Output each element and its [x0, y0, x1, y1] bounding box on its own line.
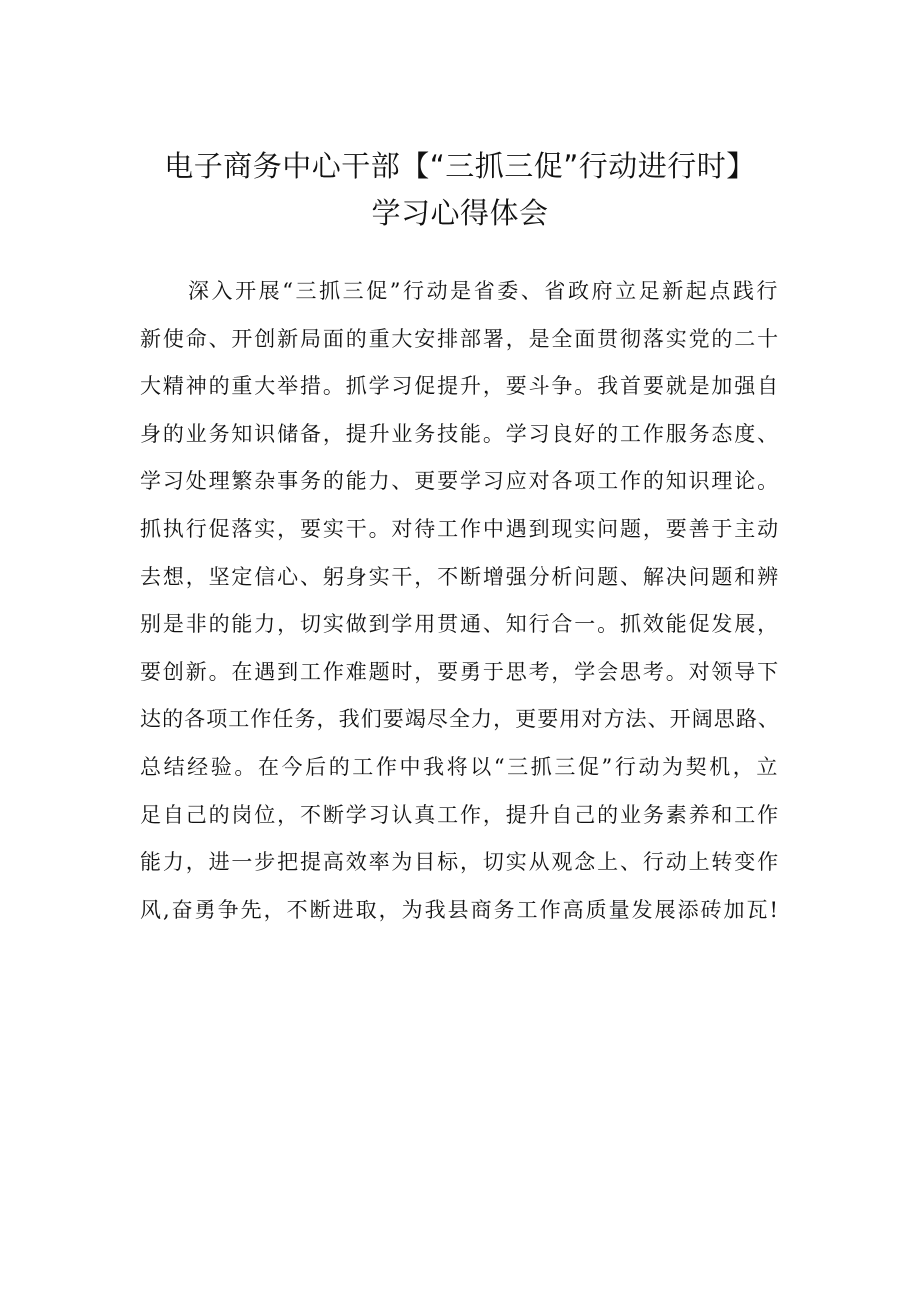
paragraph-line: 别是非的能力，切实做到学用贯通、知行合一。抓效能促发展，: [140, 612, 780, 636]
document-title-line-2: 学习心得体会: [371, 196, 549, 230]
paragraph-line: 身的业务知识储备，提升业务技能。学习良好的工作服务态度、: [140, 422, 780, 446]
paragraph-line: 足自己的岗位，不断学习认真工作，提升自己的业务素养和工作: [140, 803, 780, 827]
paragraph-line: 抓执行促落实，要实干。对待工作中遇到现实问题，要善于主动: [140, 517, 780, 541]
paragraph-line: 去想，坚定信心、躬身实干，不断增强分析问题、解决问题和辨: [140, 565, 780, 589]
paragraph-line: 达的各项工作任务，我们要竭尽全力，更要用对方法、开阔思路、: [140, 707, 780, 731]
paragraph-line: 新使命、开创新局面的重大安排部署，是全面贯彻落实党的二十: [140, 327, 780, 351]
paragraph-line: 风,奋勇争先，不断进取，为我县商务工作高质量发展添砖加瓦!: [140, 898, 780, 922]
document-title-line-1: 电子商务中心干部【“三抓三促”行动进行时】: [164, 149, 756, 183]
paragraph-line: 总结经验。在今后的工作中我将以“三抓三促”行动为契机，立: [140, 755, 780, 779]
paragraph-line: 能力，进一步把提高效率为目标，切实从观念上、行动上转变作: [140, 850, 780, 874]
paragraph-line: 要创新。在遇到工作难题时，要勇于思考，学会思考。对领导下: [140, 660, 780, 684]
paragraph-line: 学习处理繁杂事务的能力、更要学习应对各项工作的知识理论。: [140, 469, 780, 493]
paragraph-line: 大精神的重大举措。抓学习促提升，要斗争。我首要就是加强自: [140, 374, 780, 398]
paragraph-line: 深入开展“三抓三促”行动是省委、省政府立足新起点践行: [188, 279, 780, 303]
